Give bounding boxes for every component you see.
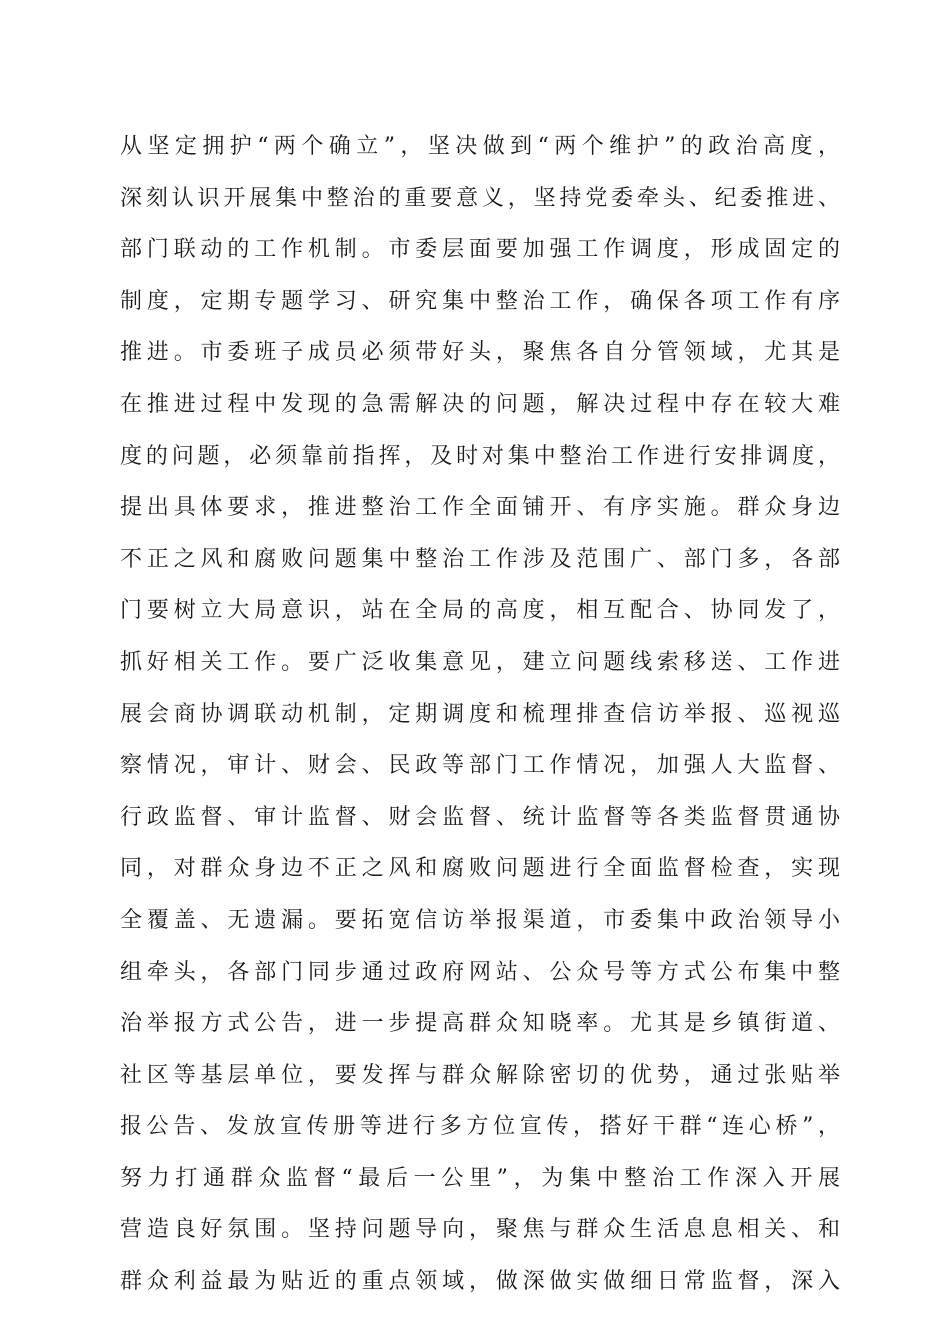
text-line: 报公告、发放宣传册等进行多方位宣传，搭好干群“连心桥”， [120,1114,840,1140]
text-line: 提出具体要求，推进整治工作全面铺开、有序实施。群众身边 [120,495,840,521]
text-line: 度的问题，必须靠前指挥，及时对集中整治工作进行安排调度， [120,443,840,469]
text-line: 察情况，审计、财会、民政等部门工作情况，加强人大监督、 [120,753,840,779]
text-line: 在推进过程中发现的急需解决的问题，解决过程中存在较大难 [120,391,840,417]
text-line: 不正之风和腐败问题集中整治工作涉及范围广、部门多，各部 [120,546,840,572]
text-line: 治举报方式公告，进一步提高群众知晓率。尤其是乡镇街道、 [120,1011,840,1037]
text-line: 行政监督、审计监督、财会监督、统计监督等各类监督贯通协 [120,804,840,830]
text-line: 门要树立大局意识，站在全局的高度，相互配合、协同发了， [120,598,840,624]
text-line: 群众利益最为贴近的重点领域，做深做实做细日常监督，深入 [120,1269,840,1295]
text-line: 从坚定拥护“两个确立”，坚决做到“两个维护”的政治高度， [120,134,840,159]
text-line: 努力打通群众监督“最后一公里”，为集中整治工作深入开展 [120,1165,840,1191]
text-line: 全覆盖、无遗漏。要拓宽信访举报渠道，市委集中政治领导小 [120,907,840,933]
text-line: 组牵头，各部门同步通过政府网站、公众号等方式公布集中整 [120,959,840,985]
text-line: 营造良好氛围。坚持问题导向，聚焦与群众生活息息相关、和 [120,1217,840,1243]
text-line: 制度，定期专题学习、研究集中整治工作，确保各项工作有序 [120,288,840,314]
text-line: 抓好相关工作。要广泛收集意见，建立问题线索移送、工作进 [120,649,840,675]
body-paragraph [120,132,840,1319]
text-line: 同，对群众身边不正之风和腐败问题进行全面监督检查，实现 [120,856,840,882]
text-line: 社区等基层单位，要发挥与群众解除密切的优势，通过张贴举 [120,1062,840,1088]
text-line: 部门联动的工作机制。市委层面要加强工作调度，形成固定的 [120,237,840,263]
text-line: 推进。市委班子成员必须带好头，聚焦各自分管领域，尤其是 [120,340,840,366]
text-line: 展会商协调联动机制，定期调度和梳理排查信访举报、巡视巡 [120,701,840,727]
text-line: 深刻认识开展集中整治的重要意义，坚持党委牵头、纪委推进、 [120,185,840,211]
